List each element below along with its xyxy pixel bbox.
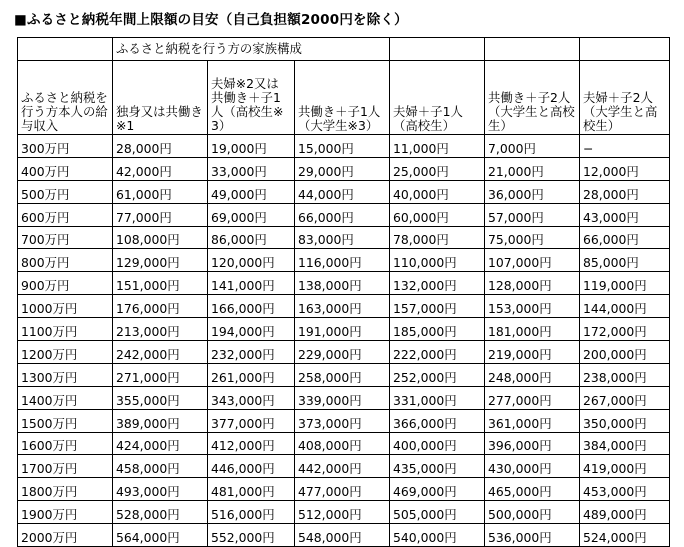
limit-value-cell: 44,000円: [295, 180, 390, 203]
limit-value-cell: 493,000円: [113, 478, 208, 501]
limit-value-cell: 166,000円: [208, 295, 295, 318]
table-row: [18, 386, 670, 409]
limit-value-cell: 552,000円: [208, 524, 295, 547]
income-column-header: ふるさと納税を行う方本人の給与収入: [18, 61, 113, 135]
header-blank-cell: [390, 38, 485, 61]
limit-value-cell: 69,000円: [208, 203, 295, 226]
limit-value-cell: 430,000円: [485, 455, 580, 478]
limit-value-cell: 435,000円: [390, 455, 485, 478]
income-cell: 1700万円: [18, 455, 113, 478]
limit-value-cell: 200,000円: [580, 341, 670, 364]
limit-value-cell: 505,000円: [390, 501, 485, 524]
column-header: 夫婦※2又は共働き＋子1人（高校生※3）: [208, 61, 295, 135]
limit-value-cell: 110,000円: [390, 249, 485, 272]
limit-value-cell: 396,000円: [485, 432, 580, 455]
limit-value-cell: 107,000円: [485, 249, 580, 272]
limit-value-cell: 373,000円: [295, 409, 390, 432]
header-corner-cell: [18, 38, 113, 61]
column-header: 夫婦＋子2人（大学生と高校生）: [580, 61, 670, 135]
table-row: [18, 409, 670, 432]
limit-value-cell: 163,000円: [295, 295, 390, 318]
furusato-limit-table: [17, 37, 670, 547]
table-row: [18, 203, 670, 226]
table-row: [18, 249, 670, 272]
limit-value-cell: 343,000円: [208, 386, 295, 409]
limit-value-cell: 453,000円: [580, 478, 670, 501]
table-row: [18, 363, 670, 386]
limit-value-cell: 42,000円: [113, 157, 208, 180]
limit-value-cell: 248,000円: [485, 363, 580, 386]
limit-value-cell: 213,000円: [113, 318, 208, 341]
limit-value-cell: 116,000円: [295, 249, 390, 272]
table-row: [18, 524, 670, 547]
limit-value-cell: 57,000円: [485, 203, 580, 226]
income-cell: 2000万円: [18, 524, 113, 547]
limit-value-cell: 129,000円: [113, 249, 208, 272]
header-blank-cell: [580, 38, 670, 61]
limit-value-cell: 66,000円: [295, 203, 390, 226]
limit-value-cell: 361,000円: [485, 409, 580, 432]
limit-value-cell: 75,000円: [485, 226, 580, 249]
limit-value-cell: 40,000円: [390, 180, 485, 203]
limit-value-cell: 252,000円: [390, 363, 485, 386]
limit-value-cell: 86,000円: [208, 226, 295, 249]
income-cell: 1500万円: [18, 409, 113, 432]
limit-value-cell: 384,000円: [580, 432, 670, 455]
limit-value-cell: 500,000円: [485, 501, 580, 524]
limit-value-cell: 119,000円: [580, 272, 670, 295]
table-row: [18, 157, 670, 180]
limit-value-cell: 132,000円: [390, 272, 485, 295]
income-cell: 1300万円: [18, 363, 113, 386]
limit-value-cell: 536,000円: [485, 524, 580, 547]
limit-value-cell: 242,000円: [113, 341, 208, 364]
income-cell: 700万円: [18, 226, 113, 249]
table-row: [18, 478, 670, 501]
income-cell: 600万円: [18, 203, 113, 226]
limit-value-cell: 78,000円: [390, 226, 485, 249]
limit-value-cell: −: [580, 135, 670, 158]
limit-value-cell: 339,000円: [295, 386, 390, 409]
limit-value-cell: 77,000円: [113, 203, 208, 226]
limit-value-cell: 446,000円: [208, 455, 295, 478]
limit-value-cell: 60,000円: [390, 203, 485, 226]
table-column-header-row: [18, 61, 670, 135]
table-row: [18, 226, 670, 249]
limit-value-cell: 43,000円: [580, 203, 670, 226]
limit-value-cell: 366,000円: [390, 409, 485, 432]
limit-value-cell: 222,000円: [390, 341, 485, 364]
limit-value-cell: 540,000円: [390, 524, 485, 547]
income-cell: 1200万円: [18, 341, 113, 364]
header-blank-cell: [485, 38, 580, 61]
limit-value-cell: 151,000円: [113, 272, 208, 295]
income-cell: 900万円: [18, 272, 113, 295]
table-row: [18, 180, 670, 203]
limit-value-cell: 36,000円: [485, 180, 580, 203]
limit-value-cell: 419,000円: [580, 455, 670, 478]
limit-value-cell: 424,000円: [113, 432, 208, 455]
limit-value-cell: 267,000円: [580, 386, 670, 409]
limit-value-cell: 29,000円: [295, 157, 390, 180]
limit-value-cell: 181,000円: [485, 318, 580, 341]
limit-value-cell: 25,000円: [390, 157, 485, 180]
limit-value-cell: 377,000円: [208, 409, 295, 432]
income-cell: 1000万円: [18, 295, 113, 318]
limit-value-cell: 172,000円: [580, 318, 670, 341]
limit-value-cell: 66,000円: [580, 226, 670, 249]
limit-value-cell: 277,000円: [485, 386, 580, 409]
limit-value-cell: 61,000円: [113, 180, 208, 203]
limit-value-cell: 261,000円: [208, 363, 295, 386]
limit-value-cell: 194,000円: [208, 318, 295, 341]
limit-value-cell: 465,000円: [485, 478, 580, 501]
limit-value-cell: 400,000円: [390, 432, 485, 455]
limit-value-cell: 128,000円: [485, 272, 580, 295]
family-structure-header: ふるさと納税を行う方の家族構成: [113, 38, 390, 61]
table-row: [18, 272, 670, 295]
limit-value-cell: 120,000円: [208, 249, 295, 272]
limit-value-cell: 33,000円: [208, 157, 295, 180]
limit-value-cell: 458,000円: [113, 455, 208, 478]
limit-value-cell: 12,000円: [580, 157, 670, 180]
limit-value-cell: 524,000円: [580, 524, 670, 547]
limit-value-cell: 83,000円: [295, 226, 390, 249]
limit-value-cell: 516,000円: [208, 501, 295, 524]
limit-value-cell: 271,000円: [113, 363, 208, 386]
income-cell: 400万円: [18, 157, 113, 180]
limit-value-cell: 355,000円: [113, 386, 208, 409]
limit-value-cell: 138,000円: [295, 272, 390, 295]
limit-value-cell: 19,000円: [208, 135, 295, 158]
table-group-header-row: [18, 38, 670, 61]
income-cell: 800万円: [18, 249, 113, 272]
income-cell: 1400万円: [18, 386, 113, 409]
limit-value-cell: 564,000円: [113, 524, 208, 547]
income-cell: 1600万円: [18, 432, 113, 455]
limit-value-cell: 15,000円: [295, 135, 390, 158]
limit-value-cell: 481,000円: [208, 478, 295, 501]
income-cell: 1900万円: [18, 501, 113, 524]
page-title: ■ふるさと納税年間上限額の目安（自己負担額2000円を除く）: [14, 12, 408, 28]
limit-value-cell: 219,000円: [485, 341, 580, 364]
table-row: [18, 341, 670, 364]
column-header: 共働き＋子2人（大学生と高校生）: [485, 61, 580, 135]
limit-value-cell: 389,000円: [113, 409, 208, 432]
limit-value-cell: 21,000円: [485, 157, 580, 180]
column-header: 夫婦＋子1人（高校生）: [390, 61, 485, 135]
limit-value-cell: 528,000円: [113, 501, 208, 524]
limit-value-cell: 108,000円: [113, 226, 208, 249]
limit-value-cell: 232,000円: [208, 341, 295, 364]
limit-value-cell: 144,000円: [580, 295, 670, 318]
limit-value-cell: 185,000円: [390, 318, 485, 341]
limit-value-cell: 176,000円: [113, 295, 208, 318]
limit-value-cell: 258,000円: [295, 363, 390, 386]
table-row: [18, 432, 670, 455]
table-row: [18, 455, 670, 478]
limit-value-cell: 331,000円: [390, 386, 485, 409]
limit-value-cell: 28,000円: [113, 135, 208, 158]
limit-value-cell: 408,000円: [295, 432, 390, 455]
table-row: [18, 501, 670, 524]
column-header: 共働き＋子1人（大学生※3）: [295, 61, 390, 135]
table-row: [18, 318, 670, 341]
income-cell: 300万円: [18, 135, 113, 158]
limit-value-cell: 238,000円: [580, 363, 670, 386]
limit-value-cell: 412,000円: [208, 432, 295, 455]
limit-value-cell: 512,000円: [295, 501, 390, 524]
limit-value-cell: 153,000円: [485, 295, 580, 318]
income-cell: 1100万円: [18, 318, 113, 341]
income-cell: 500万円: [18, 180, 113, 203]
limit-value-cell: 469,000円: [390, 478, 485, 501]
income-cell: 1800万円: [18, 478, 113, 501]
limit-value-cell: 548,000円: [295, 524, 390, 547]
table-row: [18, 295, 670, 318]
table-row: [18, 135, 670, 158]
column-header: 独身又は共働き※1: [113, 61, 208, 135]
limit-value-cell: 85,000円: [580, 249, 670, 272]
limit-value-cell: 442,000円: [295, 455, 390, 478]
limit-value-cell: 157,000円: [390, 295, 485, 318]
limit-value-cell: 141,000円: [208, 272, 295, 295]
limit-value-cell: 49,000円: [208, 180, 295, 203]
limit-value-cell: 11,000円: [390, 135, 485, 158]
limit-value-cell: 7,000円: [485, 135, 580, 158]
limit-value-cell: 489,000円: [580, 501, 670, 524]
limit-value-cell: 477,000円: [295, 478, 390, 501]
limit-value-cell: 350,000円: [580, 409, 670, 432]
limit-value-cell: 28,000円: [580, 180, 670, 203]
limit-value-cell: 229,000円: [295, 341, 390, 364]
limit-value-cell: 191,000円: [295, 318, 390, 341]
